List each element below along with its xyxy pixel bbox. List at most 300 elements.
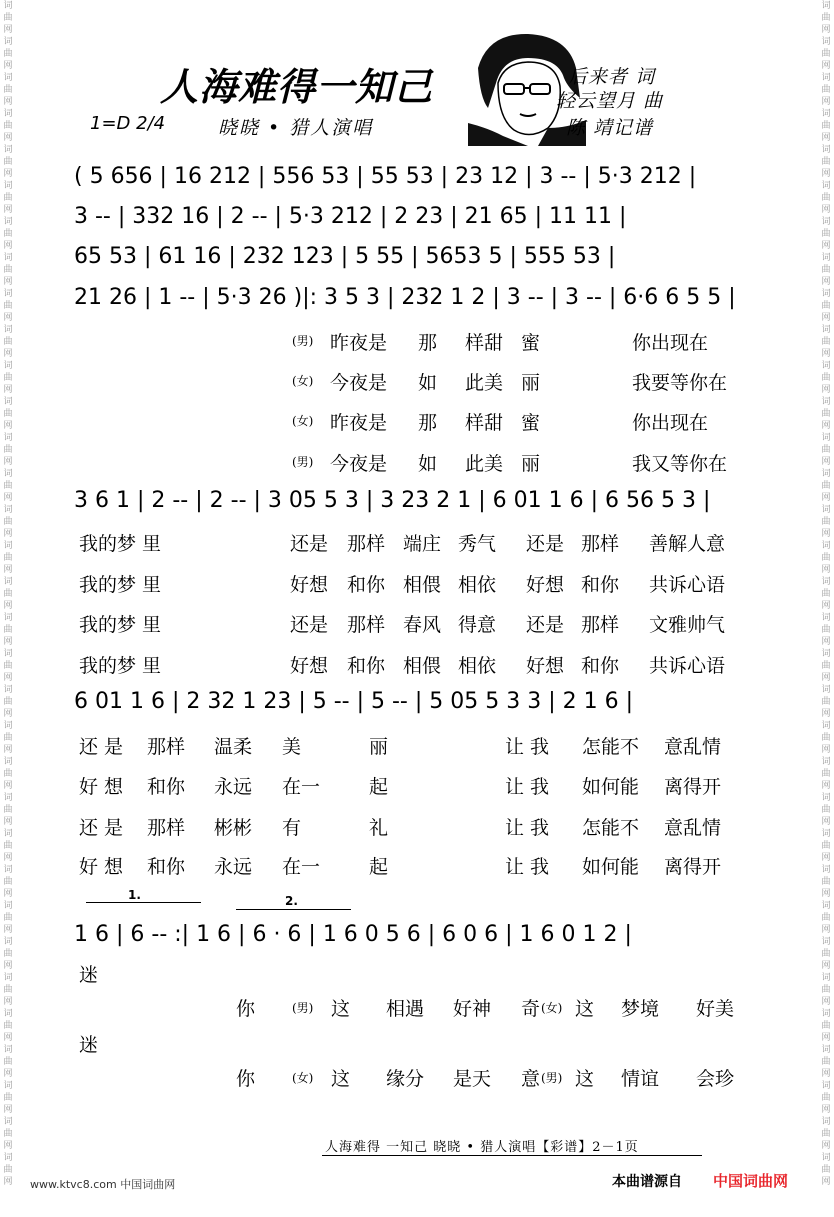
watermark-glyph: 词 [3, 253, 13, 263]
watermark-glyph: 网 [3, 97, 13, 107]
lyric-text: 昨夜是 [330, 412, 388, 434]
gender-label: (女) [292, 374, 314, 388]
lyric-text: 得意 [458, 614, 497, 636]
lyric-text: 丽 [521, 372, 541, 394]
watermark-glyph: 网 [3, 565, 13, 575]
lyric-text: 离得开 [664, 776, 722, 798]
watermark-glyph: 词 [3, 433, 13, 443]
watermark-glyph: 词 [821, 1009, 831, 1019]
watermark-glyph: 曲 [821, 769, 831, 779]
lyric-text: 如何能 [582, 856, 640, 878]
watermark-glyph: 词 [821, 469, 831, 479]
watermark-glyph: 曲 [821, 229, 831, 239]
lyric-text: 我的梦 里 [79, 574, 162, 596]
watermark-glyph: 网 [3, 313, 13, 323]
lyric-text: 那样 [147, 736, 186, 758]
watermark-glyph: 词 [3, 469, 13, 479]
watermark-glyph: 网 [821, 1033, 831, 1043]
watermark-glyph: 词 [821, 109, 831, 119]
watermark-glyph: 曲 [3, 1165, 13, 1175]
volta-1-label: 1. [128, 888, 141, 902]
watermark-glyph: 网 [821, 385, 831, 395]
lyric-text: 好 想 [79, 776, 124, 798]
lyric-text: 温柔 [214, 736, 253, 758]
watermark-glyph: 曲 [3, 1021, 13, 1031]
watermark-glyph: 曲 [3, 805, 13, 815]
lyric-text: 有 [282, 817, 302, 839]
lyric-text: 礼 [369, 817, 389, 839]
lyric-text: 还 是 [79, 736, 124, 758]
watermark-glyph: 网 [821, 1141, 831, 1151]
volta-2-label: 2. [285, 894, 298, 908]
watermark-glyph: 网 [821, 673, 831, 683]
watermark-glyph: 曲 [3, 301, 13, 311]
lyric-text: 会珍 [696, 1068, 735, 1090]
lyric-text: 丽 [521, 453, 541, 475]
watermark-glyph: 网 [821, 889, 831, 899]
lyric-text: 你出现在 [632, 412, 709, 434]
watermark-glyph: 网 [3, 1105, 13, 1115]
gender-label: (女) [292, 1071, 314, 1085]
watermark-glyph: 词 [3, 1009, 13, 1019]
lyric-text: 共诉心语 [649, 574, 726, 596]
watermark-glyph: 词 [3, 73, 13, 83]
watermark-glyph: 网 [821, 493, 831, 503]
watermark-glyph: 网 [3, 745, 13, 755]
notation-line: ( 5 656 | 16 212 | 556 53 | 55 53 | 23 12 | 3 -- | 5·3 212 | [74, 164, 697, 189]
watermark-glyph: 词 [3, 1045, 13, 1055]
lyric-text: 共诉心语 [649, 655, 726, 677]
lyric-text: 昨夜是 [330, 332, 388, 354]
watermark-glyph: 词 [821, 829, 831, 839]
watermark-glyph: 网 [3, 61, 13, 71]
watermark-glyph: 曲 [821, 13, 831, 23]
lyric-text: 那样 [147, 817, 186, 839]
lyric-text: 我要等你在 [632, 372, 728, 394]
watermark-glyph: 网 [821, 61, 831, 71]
watermark-glyph: 词 [3, 757, 13, 767]
lyric-text: 永远 [214, 776, 253, 798]
gender-label: (男) [292, 1001, 314, 1015]
watermark-glyph: 网 [3, 637, 13, 647]
gender-label: (女) [541, 1001, 563, 1015]
lyric-text: 在一 [282, 856, 321, 878]
lyric-text: 你出现在 [632, 332, 709, 354]
gender-label: (女) [292, 414, 314, 428]
watermark-glyph: 网 [821, 457, 831, 467]
lyric-text: 此美 [465, 453, 504, 475]
side-watermark-right [820, 0, 832, 1188]
lyric-text: 意乱情 [664, 736, 722, 758]
lyric-text: 这 [575, 998, 595, 1020]
lyric-text: 这 [331, 998, 351, 1020]
watermark-glyph: 词 [3, 901, 13, 911]
watermark-glyph: 网 [821, 817, 831, 827]
lyric-text: 那样 [347, 614, 386, 636]
watermark-glyph: 曲 [821, 85, 831, 95]
watermark-glyph: 曲 [821, 553, 831, 563]
watermark-glyph: 曲 [821, 1129, 831, 1139]
watermark-glyph: 曲 [3, 985, 13, 995]
watermark-glyph: 网 [821, 529, 831, 539]
watermark-glyph: 网 [3, 817, 13, 827]
lyric-text: 好神 [453, 998, 492, 1020]
watermark-glyph: 曲 [3, 445, 13, 455]
watermark-glyph: 网 [821, 241, 831, 251]
lyric-text: 丽 [369, 736, 389, 758]
site-url[interactable]: www.ktvc8.com 中国词曲网 [30, 1178, 176, 1191]
watermark-glyph: 曲 [3, 337, 13, 347]
volta-bracket-2 [236, 909, 351, 910]
watermark-glyph: 网 [821, 1105, 831, 1115]
lyric-text: 好想 [290, 655, 329, 677]
watermark-glyph: 词 [3, 505, 13, 515]
lyric-text: 那 [418, 412, 438, 434]
watermark-glyph: 词 [821, 1045, 831, 1055]
watermark-glyph: 词 [821, 613, 831, 623]
watermark-glyph: 词 [821, 289, 831, 299]
watermark-glyph: 词 [821, 37, 831, 47]
watermark-glyph: 网 [821, 853, 831, 863]
singer-credit: 晓晓 • 猎人演唱 [218, 117, 374, 139]
lyric-text: 奇 [521, 998, 541, 1020]
watermark-glyph: 词 [821, 793, 831, 803]
watermark-glyph: 曲 [3, 229, 13, 239]
watermark-glyph: 网 [3, 529, 13, 539]
lyric-text: 这 [575, 1068, 595, 1090]
watermark-glyph: 网 [3, 421, 13, 431]
watermark-glyph: 网 [3, 601, 13, 611]
watermark-glyph: 曲 [821, 373, 831, 383]
watermark-glyph: 词 [3, 973, 13, 983]
watermark-glyph: 网 [821, 925, 831, 935]
key-signature: 1=D 2/4 [90, 113, 166, 134]
lyricist-credit: 后来者 词 [568, 66, 656, 88]
watermark-glyph: 曲 [3, 625, 13, 635]
watermark-glyph: 曲 [821, 301, 831, 311]
watermark-glyph: 曲 [3, 85, 13, 95]
watermark-glyph: 网 [3, 853, 13, 863]
watermark-glyph: 曲 [3, 769, 13, 779]
lyric-text: 那样 [347, 533, 386, 555]
lyric-text: 怎能不 [582, 817, 640, 839]
lyric-text: 我的梦 里 [79, 533, 162, 555]
watermark-glyph: 曲 [821, 481, 831, 491]
watermark-glyph: 曲 [821, 1093, 831, 1103]
lyric-text: 如 [418, 453, 438, 475]
lyric-text: 你 [236, 1068, 256, 1090]
notation-line: 21 26 | 1 -- | 5·3 26 )|: 3 5 3 | 232 1 2 | 3 -- | 3 -- | 6·6 6 5 5 | [74, 285, 736, 310]
watermark-glyph: 词 [821, 685, 831, 695]
watermark-glyph: 词 [821, 937, 831, 947]
watermark-glyph: 网 [3, 169, 13, 179]
lyric-text: 相遇 [386, 998, 425, 1020]
lyric-text: 在一 [282, 776, 321, 798]
watermark-glyph: 词 [3, 217, 13, 227]
watermark-glyph: 曲 [821, 121, 831, 131]
watermark-glyph: 网 [821, 997, 831, 1007]
watermark-glyph: 词 [821, 1, 831, 11]
watermark-glyph: 网 [821, 637, 831, 647]
watermark-glyph: 曲 [821, 337, 831, 347]
watermark-glyph: 网 [3, 781, 13, 791]
watermark-glyph: 网 [3, 1141, 13, 1151]
watermark-glyph: 曲 [821, 949, 831, 959]
watermark-glyph: 词 [821, 433, 831, 443]
source-brand-link[interactable]: 中国词曲网 [713, 1172, 789, 1190]
watermark-glyph: 词 [3, 37, 13, 47]
watermark-glyph: 网 [3, 1069, 13, 1079]
lyric-text: 那样 [581, 614, 620, 636]
watermark-glyph: 网 [3, 277, 13, 287]
lyric-text: 相依 [458, 574, 497, 596]
watermark-glyph: 词 [821, 361, 831, 371]
watermark-glyph: 曲 [3, 49, 13, 59]
watermark-glyph: 词 [821, 973, 831, 983]
watermark-glyph: 曲 [821, 1057, 831, 1067]
watermark-glyph: 曲 [3, 409, 13, 419]
lyric-text: 和你 [581, 655, 620, 677]
lyric-text: 意 [521, 1068, 541, 1090]
notation-line: 1 6 | 6 -- :| 1 6 | 6 · 6 | 1 6 0 5 6 | 6 0 6 | 1 6 0 1 2 | [74, 922, 632, 947]
lyric-text: 善解人意 [649, 533, 726, 555]
lyric-text: 情谊 [621, 1068, 660, 1090]
lyric-text: 如 [418, 372, 438, 394]
watermark-glyph: 网 [3, 997, 13, 1007]
watermark-glyph: 词 [821, 721, 831, 731]
lyric-text: 我的梦 里 [79, 655, 162, 677]
watermark-glyph: 词 [821, 325, 831, 335]
watermark-glyph: 词 [821, 649, 831, 659]
notation-line: 3 6 1 | 2 -- | 2 -- | 3 05 5 3 | 3 23 2 1 | 6 01 1 6 | 6 56 5 3 | [74, 488, 711, 513]
gender-label: (男) [292, 334, 314, 348]
lyric-text: 我的梦 里 [79, 614, 162, 636]
lyric-text: 相偎 [403, 574, 442, 596]
lyric-text: 样甜 [465, 412, 504, 434]
watermark-glyph: 词 [3, 829, 13, 839]
lyric-text: 离得开 [664, 856, 722, 878]
lyric-text: 还是 [290, 614, 329, 636]
watermark-glyph: 网 [3, 205, 13, 215]
watermark-glyph: 曲 [3, 877, 13, 887]
watermark-glyph: 词 [821, 865, 831, 875]
lyric-text: 这 [331, 1068, 351, 1090]
watermark-glyph: 网 [3, 1177, 13, 1187]
watermark-glyph: 词 [3, 613, 13, 623]
watermark-glyph: 曲 [3, 661, 13, 671]
watermark-glyph: 网 [821, 133, 831, 143]
lyric-text: 和你 [147, 776, 186, 798]
watermark-glyph: 网 [821, 169, 831, 179]
lyric-text: 还是 [526, 614, 565, 636]
watermark-glyph: 曲 [3, 841, 13, 851]
watermark-glyph: 曲 [3, 733, 13, 743]
lyric-text: 如何能 [582, 776, 640, 798]
watermark-glyph: 网 [821, 205, 831, 215]
watermark-glyph: 曲 [3, 1057, 13, 1067]
watermark-glyph: 曲 [3, 913, 13, 923]
watermark-glyph: 网 [3, 25, 13, 35]
watermark-glyph: 曲 [3, 1129, 13, 1139]
watermark-glyph: 网 [821, 745, 831, 755]
watermark-glyph: 网 [3, 457, 13, 467]
watermark-glyph: 曲 [821, 265, 831, 275]
lyric-text: 还 是 [79, 817, 124, 839]
watermark-glyph: 网 [821, 349, 831, 359]
watermark-glyph: 曲 [821, 157, 831, 167]
watermark-glyph: 词 [3, 649, 13, 659]
watermark-glyph: 词 [821, 217, 831, 227]
watermark-glyph: 网 [3, 241, 13, 251]
watermark-glyph: 曲 [3, 373, 13, 383]
watermark-glyph: 词 [3, 685, 13, 695]
lyric-text: 起 [369, 856, 389, 878]
watermark-glyph: 词 [821, 1081, 831, 1091]
lyric-text: 你 [236, 998, 256, 1020]
lyric-text: 让 我 [505, 776, 550, 798]
watermark-glyph: 曲 [3, 949, 13, 959]
lyric-text: 此美 [465, 372, 504, 394]
gender-label: (男) [541, 1071, 563, 1085]
watermark-glyph: 曲 [821, 805, 831, 815]
lyric-text: 和你 [581, 574, 620, 596]
watermark-glyph: 曲 [3, 481, 13, 491]
watermark-glyph: 曲 [821, 661, 831, 671]
lyric-text: 那 [418, 332, 438, 354]
watermark-glyph: 曲 [821, 517, 831, 527]
watermark-glyph: 曲 [3, 13, 13, 23]
lyric-text: 彬彬 [214, 817, 253, 839]
lyric-text: 秀气 [458, 533, 497, 555]
lyric-text: 梦境 [621, 998, 660, 1020]
notation-line: 65 53 | 61 16 | 232 123 | 5 55 | 5653 5 | 555 53 | [74, 244, 616, 269]
lyric-text: 让 我 [505, 817, 550, 839]
watermark-glyph: 网 [3, 889, 13, 899]
watermark-glyph: 网 [3, 349, 13, 359]
watermark-glyph: 网 [821, 961, 831, 971]
watermark-glyph: 曲 [821, 985, 831, 995]
lyric-text: 缘分 [386, 1068, 425, 1090]
lyric-text: 那样 [581, 533, 620, 555]
watermark-glyph: 网 [821, 313, 831, 323]
lyric-text: 好想 [290, 574, 329, 596]
lyric-text: 让 我 [505, 856, 550, 878]
watermark-glyph: 词 [3, 1117, 13, 1127]
watermark-glyph: 曲 [3, 517, 13, 527]
watermark-glyph: 曲 [821, 589, 831, 599]
lyric-text: 意乱情 [664, 817, 722, 839]
lyric-text: 我又等你在 [632, 453, 728, 475]
watermark-glyph: 网 [821, 1177, 831, 1187]
lyric-text: 永远 [214, 856, 253, 878]
watermark-glyph: 曲 [821, 913, 831, 923]
watermark-glyph: 网 [3, 961, 13, 971]
lyric-text: 还是 [290, 533, 329, 555]
lyric-text: 今夜是 [330, 453, 388, 475]
watermark-glyph: 词 [821, 73, 831, 83]
watermark-glyph: 词 [821, 505, 831, 515]
lyric-text: 相偎 [403, 655, 442, 677]
watermark-glyph: 网 [3, 385, 13, 395]
watermark-glyph: 曲 [3, 697, 13, 707]
watermark-glyph: 网 [821, 25, 831, 35]
watermark-glyph: 网 [3, 673, 13, 683]
song-title: 人海难得一知己 [160, 64, 434, 109]
watermark-glyph: 词 [3, 793, 13, 803]
watermark-glyph: 网 [3, 709, 13, 719]
watermark-glyph: 词 [3, 109, 13, 119]
lyric-text: 样甜 [465, 332, 504, 354]
watermark-glyph: 词 [3, 937, 13, 947]
source-label: 本曲谱源自 [612, 1174, 682, 1190]
watermark-glyph: 词 [3, 721, 13, 731]
watermark-glyph: 曲 [3, 193, 13, 203]
watermark-glyph: 词 [3, 181, 13, 191]
gender-label: (男) [292, 455, 314, 469]
watermark-glyph: 词 [3, 577, 13, 587]
watermark-glyph: 曲 [821, 1021, 831, 1031]
watermark-glyph: 网 [821, 565, 831, 575]
watermark-glyph: 曲 [3, 553, 13, 563]
watermark-glyph: 曲 [3, 265, 13, 275]
notation-line: 6 01 1 6 | 2 32 1 23 | 5 -- | 5 -- | 5 05 5 3 3 | 2 1 6 | [74, 689, 633, 714]
watermark-glyph: 网 [3, 1033, 13, 1043]
watermark-glyph: 网 [821, 709, 831, 719]
watermark-glyph: 网 [821, 1069, 831, 1079]
watermark-glyph: 曲 [821, 1165, 831, 1175]
watermark-glyph: 词 [821, 577, 831, 587]
lyric-text: 好想 [526, 574, 565, 596]
lyric-text: 让 我 [505, 736, 550, 758]
watermark-glyph: 词 [3, 325, 13, 335]
page-footer-info: 人海难得 一知己 晓晓 • 猎人演唱【彩谱】2－1页 [325, 1140, 639, 1155]
watermark-glyph: 曲 [821, 877, 831, 887]
lyric-text: 蜜 [521, 412, 541, 434]
volta-bracket-1 [86, 902, 201, 903]
watermark-glyph: 词 [821, 145, 831, 155]
watermark-glyph: 曲 [821, 625, 831, 635]
watermark-glyph: 曲 [3, 121, 13, 131]
watermark-glyph: 词 [3, 865, 13, 875]
watermark-glyph: 词 [3, 361, 13, 371]
watermark-glyph: 词 [821, 901, 831, 911]
watermark-glyph: 词 [821, 397, 831, 407]
watermark-glyph: 词 [3, 397, 13, 407]
watermark-glyph: 曲 [821, 841, 831, 851]
watermark-glyph: 网 [821, 97, 831, 107]
watermark-glyph: 词 [821, 253, 831, 263]
footer-divider [322, 1155, 702, 1156]
lyric-text: 端庄 [403, 533, 442, 555]
watermark-glyph: 网 [821, 277, 831, 287]
lyric-text: 迷 [79, 1034, 99, 1056]
watermark-glyph: 曲 [821, 193, 831, 203]
lyric-text: 迷 [79, 964, 99, 986]
lyric-text: 今夜是 [330, 372, 388, 394]
watermark-glyph: 曲 [3, 589, 13, 599]
lyric-text: 春风 [403, 614, 442, 636]
watermark-glyph: 词 [3, 541, 13, 551]
watermark-glyph: 网 [3, 493, 13, 503]
composer-credit: 轻云望月 曲 [556, 90, 664, 112]
side-watermark-left [2, 0, 14, 1188]
watermark-glyph: 网 [821, 781, 831, 791]
lyric-text: 起 [369, 776, 389, 798]
watermark-glyph: 词 [821, 1153, 831, 1163]
watermark-glyph: 曲 [821, 49, 831, 59]
lyric-text: 好美 [696, 998, 735, 1020]
lyric-text: 好 想 [79, 856, 124, 878]
